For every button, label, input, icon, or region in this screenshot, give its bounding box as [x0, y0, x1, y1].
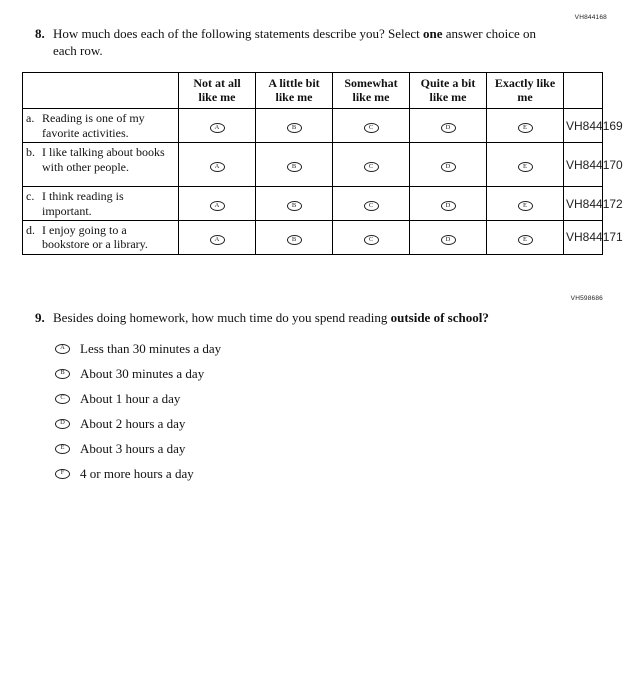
answer-oval[interactable]: [364, 123, 379, 133]
answer-oval[interactable]: [55, 394, 70, 404]
answer-option: [55, 416, 625, 432]
row-code: VH844171: [564, 220, 603, 254]
answer-cell: [333, 220, 410, 254]
question-8: [35, 26, 625, 60]
answer-cell: [487, 109, 564, 143]
answer-oval[interactable]: [287, 162, 302, 172]
question-8-text-after: answer choice on each row.: [53, 26, 537, 58]
answer-cell: [487, 143, 564, 187]
row-statement: [23, 143, 179, 187]
row-letter: d.: [26, 222, 35, 237]
table-row-a: [23, 109, 603, 143]
oval-letter: B: [291, 201, 297, 209]
option-label: About 30 minutes a day: [80, 365, 205, 381]
answer-option: [55, 441, 625, 457]
option-label: Less than 30 minutes a day: [80, 340, 222, 356]
oval-letter: D: [445, 201, 451, 209]
question-9: [35, 310, 625, 327]
oval-letter: E: [523, 201, 527, 209]
row-statement: [23, 109, 179, 143]
header-line: A little bit: [268, 75, 320, 90]
answer-cell: [179, 143, 256, 187]
answer-oval[interactable]: [55, 419, 70, 429]
answer-cell: [410, 187, 487, 221]
row-letter: c.: [26, 189, 35, 204]
header-line: Somewhat: [344, 75, 398, 90]
answer-cell: [487, 187, 564, 221]
answer-oval[interactable]: [441, 123, 456, 133]
answer-oval[interactable]: [55, 469, 70, 479]
option-label: About 3 hours a day: [80, 440, 186, 456]
answer-cell: [256, 143, 333, 187]
statement-flex: [26, 189, 175, 218]
answer-option: [55, 366, 625, 382]
answer-oval[interactable]: [210, 123, 225, 133]
answer-oval[interactable]: [287, 123, 302, 133]
row-statement: [23, 187, 179, 221]
q9-options: [55, 341, 625, 482]
answer-oval[interactable]: [210, 201, 225, 211]
answer-oval[interactable]: [210, 235, 225, 245]
answer-oval[interactable]: [441, 235, 456, 245]
statement-header-cell: [23, 72, 179, 109]
row-text: Reading is one of my favorite activities.: [42, 111, 145, 140]
statement-flex: [26, 111, 175, 140]
oval-letter: E: [523, 163, 527, 171]
oval-letter: E: [60, 444, 65, 452]
row-code: VH844170: [564, 143, 603, 187]
question-9-text-before: Besides doing homework, how much time do you spend reading: [53, 309, 391, 325]
oval-letter: A: [214, 235, 220, 243]
column-header-somewhat: [333, 72, 410, 109]
answer-cell: [333, 143, 410, 187]
statement-flex: [26, 145, 175, 174]
question-9-number: 9.: [35, 309, 45, 325]
answer-cell: [410, 220, 487, 254]
q8-answer-table: [22, 72, 623, 255]
answer-oval[interactable]: [518, 201, 533, 211]
row-text: I think reading is important.: [42, 189, 124, 218]
oval-letter: A: [60, 344, 65, 352]
oval-letter: C: [368, 163, 374, 171]
answer-cell: [256, 220, 333, 254]
answer-oval[interactable]: [364, 235, 379, 245]
option-label: 4 or more hours a day: [80, 465, 194, 481]
question-8-text-before: How much does each of the following statements describe you? Select: [53, 26, 424, 41]
answer-oval[interactable]: [518, 123, 533, 133]
answer-oval[interactable]: [364, 201, 379, 211]
oval-letter: A: [214, 124, 220, 132]
row-statement: [23, 220, 179, 254]
oval-letter: E: [523, 124, 527, 132]
oval-letter: C: [60, 394, 65, 402]
answer-cell: [410, 109, 487, 143]
oval-letter: D: [60, 419, 65, 427]
column-header-a-little-bit: [256, 72, 333, 109]
column-header-not-at-all: [179, 72, 256, 109]
table-row-d: [23, 220, 603, 254]
oval-letter: B: [291, 163, 297, 171]
question-9-text: [53, 310, 593, 327]
header-line: Exactly like: [494, 75, 556, 90]
table-row-b: [23, 143, 603, 187]
form-code-top: VH844168: [574, 14, 607, 21]
option-label: About 2 hours a day: [80, 415, 186, 431]
answer-cell: [179, 187, 256, 221]
answer-cell: [179, 109, 256, 143]
answer-option: [55, 466, 625, 482]
table-row-c: [23, 187, 603, 221]
answer-oval[interactable]: [518, 162, 533, 172]
oval-letter: E: [523, 235, 527, 243]
oval-letter: B: [291, 124, 297, 132]
oval-letter: F: [60, 469, 65, 477]
oval-letter: D: [445, 124, 451, 132]
answer-cell: [256, 109, 333, 143]
oval-letter: A: [214, 201, 220, 209]
statement-flex: [26, 223, 175, 252]
oval-letter: C: [368, 124, 374, 132]
oval-letter: C: [368, 235, 374, 243]
oval-letter: B: [60, 369, 65, 377]
header-line: Quite a bit: [420, 75, 476, 90]
code-header-cell: [564, 72, 603, 109]
answer-oval[interactable]: [518, 235, 533, 245]
answer-oval[interactable]: [55, 444, 70, 454]
answer-option: [55, 341, 625, 357]
header-line: me: [517, 89, 533, 104]
oval-letter: C: [368, 201, 374, 209]
form-code-mid: VH598686: [570, 294, 603, 302]
question-8-number: 8.: [35, 26, 45, 41]
question-9-text-bold: outside of school: [390, 309, 483, 325]
question-8-text: [53, 26, 539, 60]
option-label: About 1 hour a day: [80, 390, 181, 406]
answer-option: [55, 391, 625, 407]
answer-oval[interactable]: [441, 162, 456, 172]
header-line: like me: [429, 89, 467, 104]
row-text: I like talking about books with other people.: [42, 145, 165, 174]
answer-oval[interactable]: [364, 162, 379, 172]
header-line: like me: [275, 89, 313, 104]
column-header-quite-a-bit: [410, 72, 487, 109]
oval-letter: B: [291, 235, 297, 243]
answer-oval[interactable]: [287, 201, 302, 211]
header-line: Not at all: [193, 75, 241, 90]
row-letter: a.: [26, 111, 35, 126]
question-9-text-after: ?: [482, 309, 489, 325]
answer-cell: [179, 220, 256, 254]
row-code: VH844169: [564, 109, 603, 143]
answer-cell: [333, 187, 410, 221]
oval-letter: D: [445, 235, 451, 243]
header-line: like me: [198, 89, 236, 104]
header-line: like me: [352, 89, 390, 104]
answer-oval[interactable]: [210, 162, 225, 172]
row-text: I enjoy going to a bookstore or a library.: [42, 222, 148, 252]
oval-letter: A: [214, 163, 220, 171]
answer-cell: [333, 109, 410, 143]
oval-letter: D: [445, 163, 451, 171]
header-row: [23, 72, 603, 109]
answer-cell: [410, 143, 487, 187]
answer-cell: [256, 187, 333, 221]
answer-oval[interactable]: [55, 369, 70, 379]
answer-oval[interactable]: [55, 344, 70, 354]
answer-oval[interactable]: [441, 201, 456, 211]
answer-oval[interactable]: [287, 235, 302, 245]
row-letter: b.: [26, 145, 35, 160]
question-8-text-bold: one: [423, 26, 443, 41]
answer-cell: [487, 220, 564, 254]
row-code: VH844172: [564, 187, 603, 221]
column-header-exactly-like: [487, 72, 564, 109]
